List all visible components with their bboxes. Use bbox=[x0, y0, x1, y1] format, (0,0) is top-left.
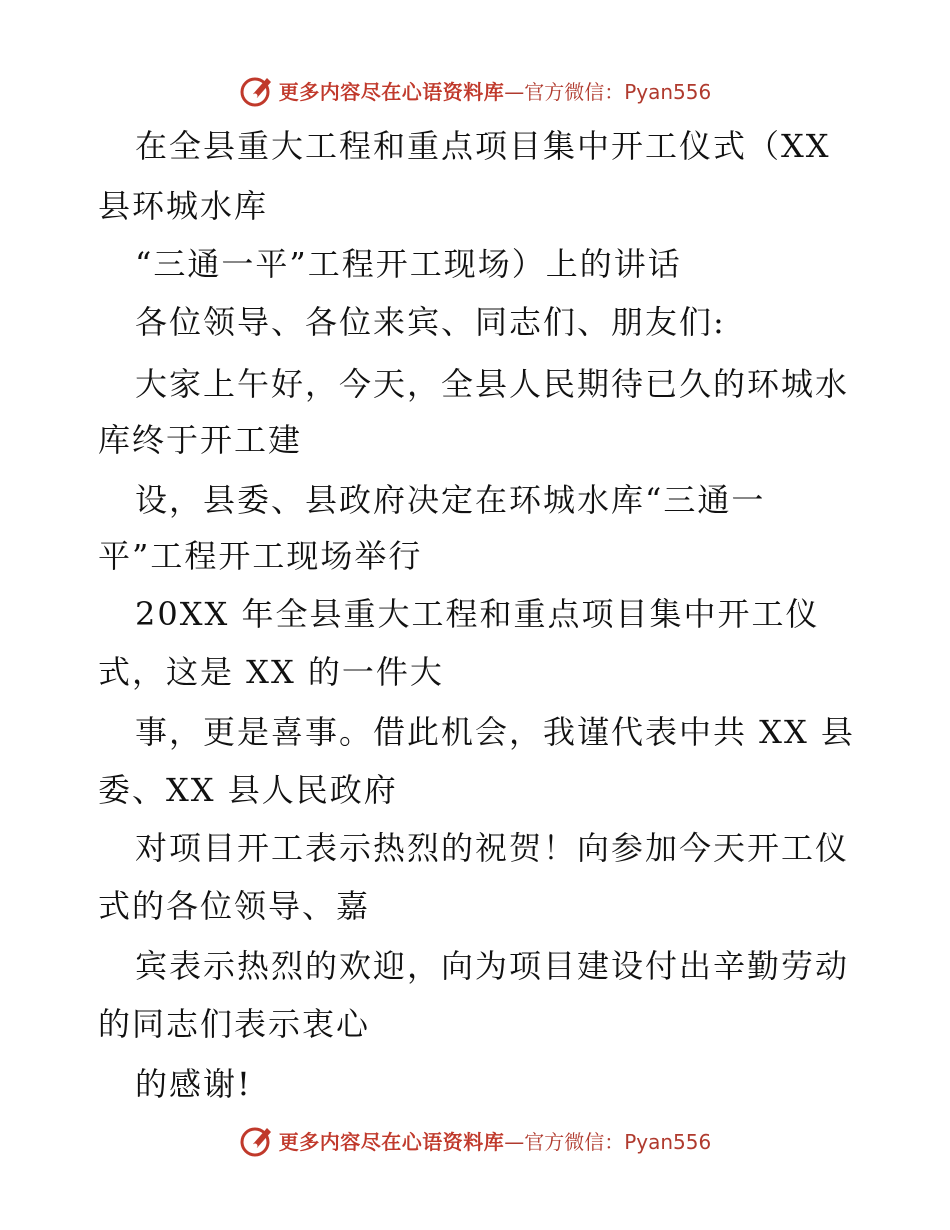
paragraph-line: 平”工程开工现场举行 bbox=[98, 537, 423, 575]
header-banner bbox=[0, 70, 950, 110]
paragraph-line: 宾表示热烈的欢迎，向为项目建设付出辛勤劳动 bbox=[135, 947, 850, 985]
footer-banner bbox=[0, 1120, 950, 1160]
paragraph-line: 式的各位领导、嘉 bbox=[98, 887, 371, 925]
pen-nib-logo-icon bbox=[239, 72, 275, 108]
salutation: 各位领导、各位来宾、同志们、朋友们: bbox=[135, 303, 726, 341]
paragraph-line: 20XX 年全县重大工程和重点项目集中开工仪 bbox=[135, 595, 820, 633]
paragraph-line: 设，县委、县政府决定在环城水库“三通一 bbox=[135, 481, 766, 519]
paragraph-line: 事，更是喜事。借此机会，我谨代表中共 XX 县 bbox=[135, 713, 855, 751]
title-line-1: 在全县重大工程和重点项目集中开工仪式（XX bbox=[135, 127, 831, 165]
paragraph-line: 的同志们表示衷心 bbox=[98, 1005, 371, 1043]
paragraph-line: 大家上午好，今天，全县人民期待已久的环城水 bbox=[135, 365, 850, 403]
title-line-2: 县环城水库 bbox=[98, 187, 269, 225]
paragraph-line: 委、XX 县人民政府 bbox=[98, 771, 398, 809]
title-line-3: “三通一平”工程开工现场）上的讲话 bbox=[135, 245, 682, 283]
banner-brand: 更多内容尽在心语资料库 bbox=[278, 79, 505, 104]
banner-brand: 更多内容尽在心语资料库 bbox=[278, 1129, 505, 1154]
banner-contact: —官方微信：Pyan556 bbox=[504, 1129, 712, 1154]
paragraph-line: 式，这是 XX 的一件大 bbox=[98, 653, 444, 691]
banner-contact: —官方微信：Pyan556 bbox=[504, 79, 712, 104]
paragraph-line: 库终于开工建 bbox=[98, 421, 303, 459]
paragraph-line: 对项目开工表示热烈的祝贺！向参加今天开工仪 bbox=[135, 829, 850, 867]
paragraph-line: 的感谢! bbox=[135, 1065, 252, 1103]
pen-nib-logo-icon bbox=[239, 1122, 275, 1158]
